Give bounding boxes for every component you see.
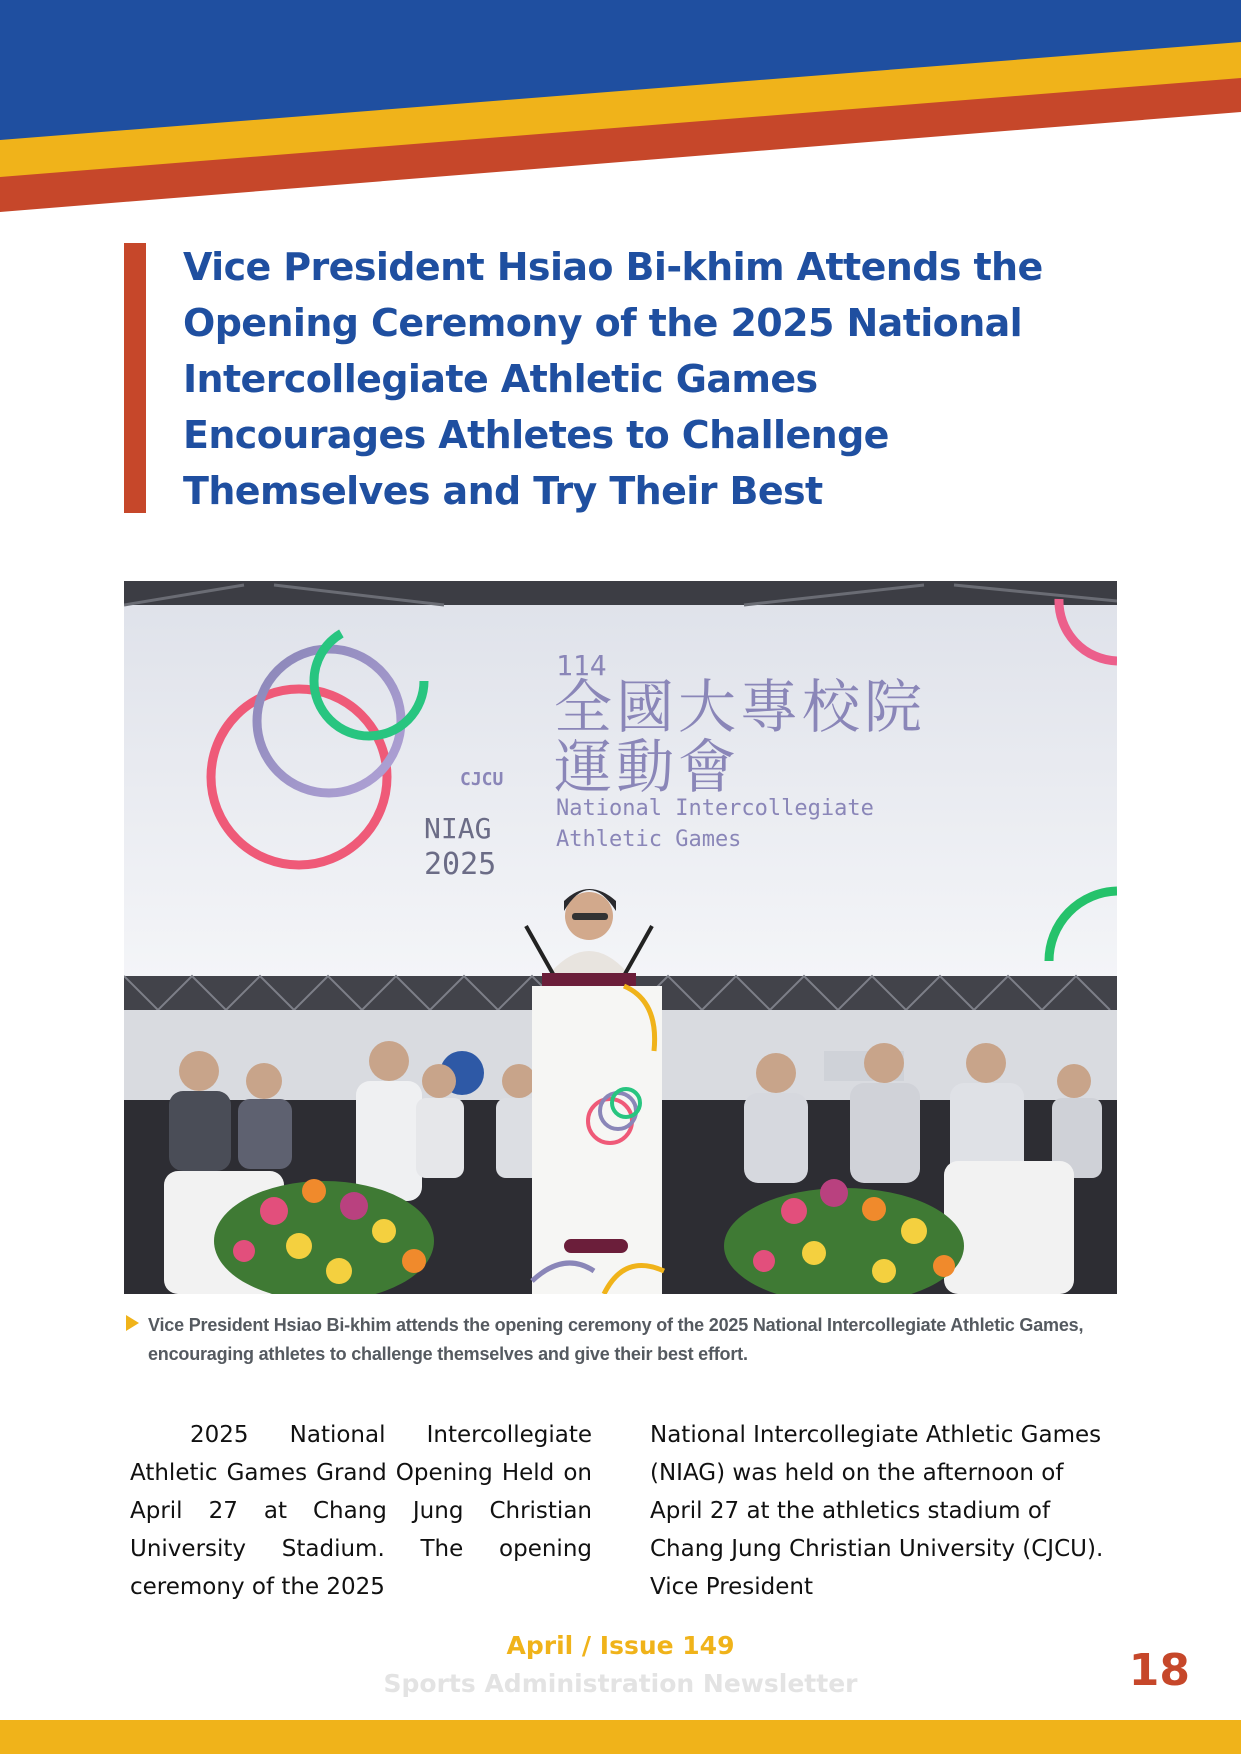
screen-english-line1: National Intercollegiate (556, 796, 874, 821)
newsletter-name: Sports Administration Newsletter (383, 1669, 858, 1698)
body-column-right: National Intercollegiate Athletic Games (NIAG) was held on the afternoon of April 27 at the athletics stadium of Chang Jung Christian University (CJCU). Vice President (650, 1422, 1104, 1600)
footer-bar (0, 1720, 1241, 1754)
issue-label: April / Issue 149 (506, 1631, 735, 1660)
sofa-right (944, 1161, 1074, 1294)
photo-caption (124, 1311, 1119, 1369)
article-title: Vice President Hsiao Bi-khim Attends the Opening Ceremony of the 2025 National Intercollegiate Athletic Games Encourages Athletes to Challenge Themselves and Try Their Best (183, 245, 1043, 513)
caption-text: Vice President Hsiao Bi-khim attends the opening ceremony of the 2025 National Intercollegiate Athletic Games, encouraging athletes to challenge themselves and give their best effort. (148, 1315, 1084, 1364)
screen-chinese-line2: 運動會 (554, 733, 741, 801)
title-accent-bar (124, 243, 146, 513)
caption-arrow-icon (126, 1315, 139, 1331)
page-number: 18 (1128, 1645, 1190, 1696)
top-truss (124, 581, 1117, 605)
screen-english-line2: Athletic Games (556, 827, 742, 852)
ceremony-photo (124, 581, 1117, 1294)
logo-badge-niag: NIAG (424, 812, 492, 845)
body-column-left: 2025 National Intercollegiate Athletic Games Grand Opening Held on April 27 at Chang Jung Christian University Stadium. The opening ceremony of the 2025 (130, 1422, 592, 1600)
header-banner (0, 0, 1241, 220)
speaker-glasses (572, 913, 608, 920)
logo-badge-cjcu: CJCU (460, 769, 504, 790)
screen-year-prefix: 114 (556, 649, 607, 682)
screen-chinese-line1: 全國大專校院 (554, 673, 927, 741)
ceremony-photo-illustration (124, 581, 1117, 1294)
logo-badge-year: 2025 (424, 847, 497, 882)
